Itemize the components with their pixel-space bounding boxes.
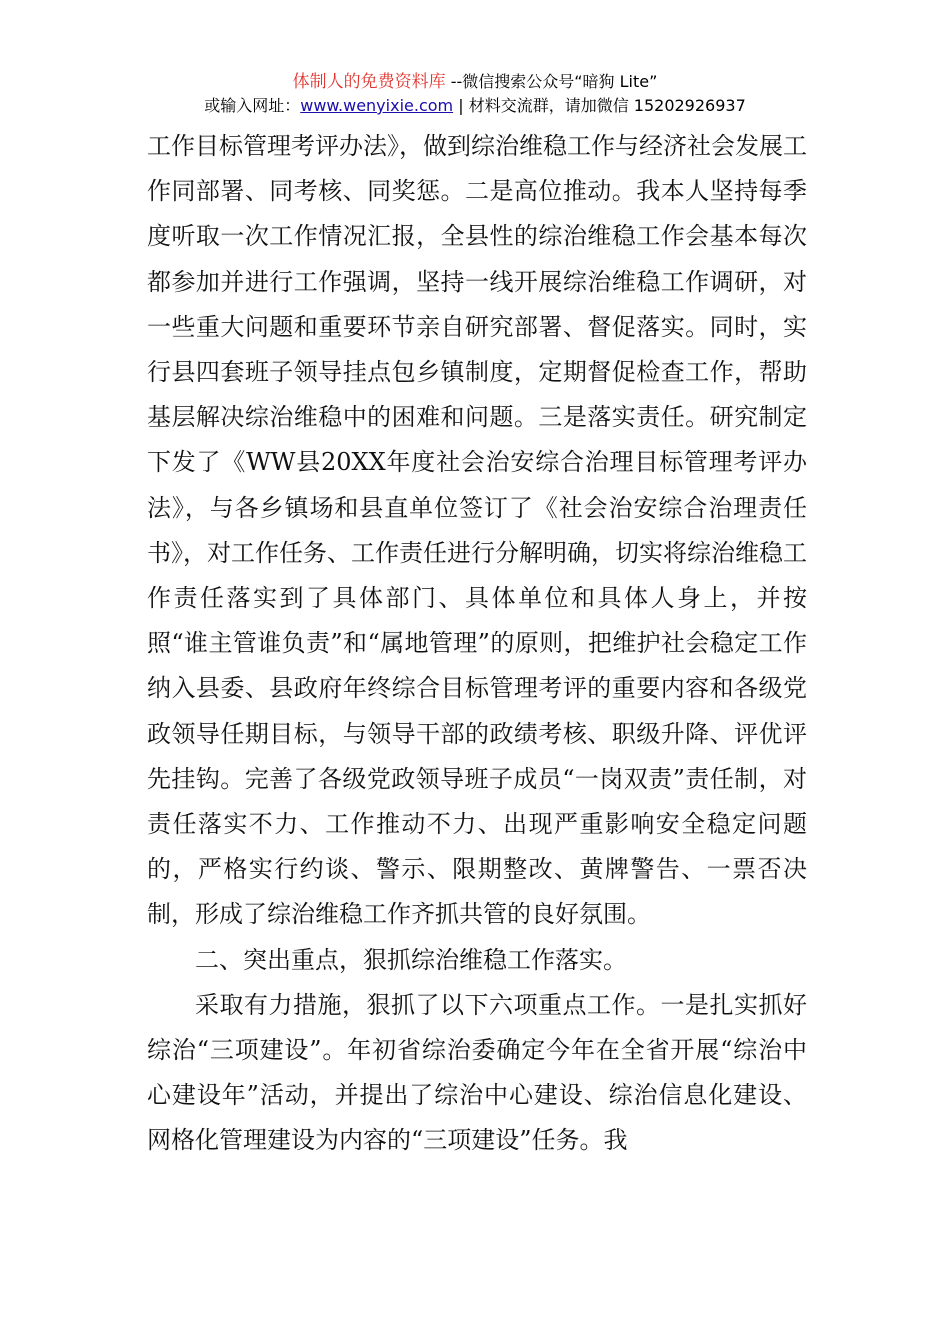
document-body [147,124,807,1164]
paragraph: 采取有力措施，狠抓了以下六项重点工作。一是扎实抓好综治“三项建设”。年初省综治委确定今年在全省开展“综治中心建设年”活动，并提出了综治中心建设、综治信息化建设、网格化管理建设为内容的“三项建设”任务。我 [147,990,807,1155]
section-heading: 二、突出重点，狠抓综治维稳工作落实。 [195,945,627,974]
header-line-2 [0,94,950,118]
wechat-search-hint: --微信搜索公众号“暗狗 Lite” [450,72,658,91]
header-line-1 [0,70,950,94]
paragraph-continued: 工作目标管理考评办法》，做到综治维稳工作与经济社会发展工作同部署、同考核、同奖惩。二是高位推动。我本人坚持每季度听取一次工作情况汇报，全县性的综治维稳工作会基本每次都参加并进行工作强调，坚持一线开展综治维稳工作调研，对一些重大问题和重要环节亲自研究部署、督促落实。同时，实行县四套班子领导挂点包乡镇制度，定期督促检查工作，帮助基层解决综治维稳中的困难和问题。三是落实责任。研究制定下发了《WW县20XX年度社会治安综合治理目标管理考评办法》，与各乡镇场和县直单位签订了《社会治安综合治理责任书》，对工作任务、工作责任进行分解明确，切实将综治维稳工作责任落实到了具体部门、具体单位和具体人身上，并按照“谁主管谁负责”和“属地管理”的原则，把维护社会稳定工作纳入县委、县政府年终综合目标管理考评的重要内容和各级党政领导任期目标，与领导干部的政绩考核、职级升降、评优评先挂钩。完善了各级党政领导班子成员“一岗双责”责任制，对责任落实不力、工作推动不力、出现严重影响安全稳定问题的，严格实行约谈、警示、限期整改、黄牌警告、一票否决制，形成了综治维稳工作齐抓共管的良好氛围。 [147,132,807,929]
contact-info: 材料交流群，请加微信 15202926937 [468,96,746,115]
header-separator: | [458,96,464,115]
brand-title: 体制人的免费资料库 [292,72,446,92]
url-prefix: 或输入网址： [204,96,301,115]
page-header [0,70,950,118]
website-link[interactable]: www.wenyixie.com [300,96,454,115]
